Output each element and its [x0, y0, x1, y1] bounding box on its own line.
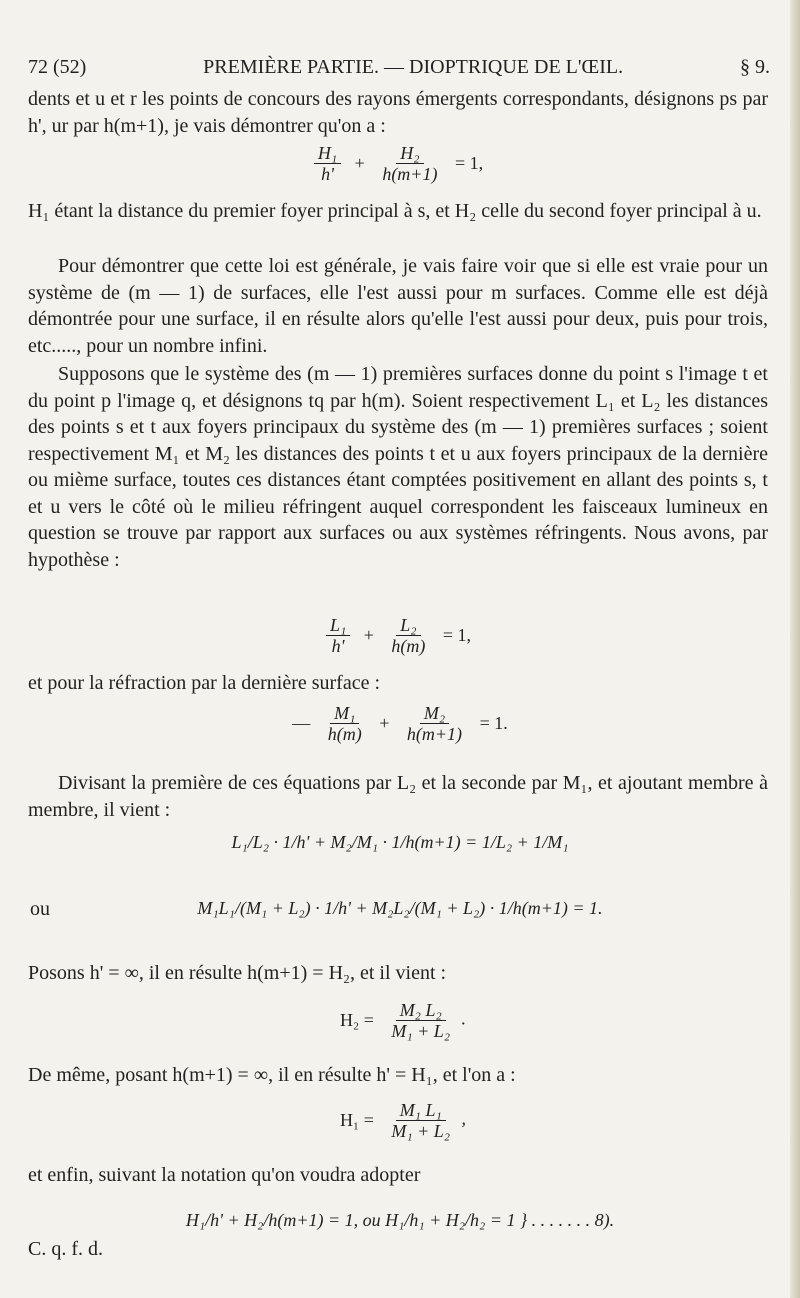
paragraph-4: Supposons que le système des (m — 1) premières surfaces donne du point s l'image t et du point p l'image q, et désignons tq par h(m). Soient respectivement L₁ et L₂ les distances des points s et t aux foyers principaux du système des (m — 1) premières surfaces ; soient respectivement M₁ et M₂ les distances des points t et u aux foyers principaux de la dernière ou mième surface, toutes ces distances étant comptées positivement en allant des points s, t et u vers le côté où le milieu réfringent auquel correspondent les faisceaux lumineux en question se trouve par rapport aux surfaces ou aux systèmes réfringents. Nous avons, par hypothèse : [28, 363, 768, 571]
eq2-a-num: L₁ [326, 615, 350, 636]
eq3-b-den: h(m+1) [406, 724, 463, 744]
paragraph-2: H₁ étant la distance du premier foyer principal à s, et H₂ celle du second foyer principal à u. [28, 200, 762, 222]
eq1-rhs: = 1, [454, 153, 484, 173]
eq1-b-num: H₂ [396, 143, 423, 164]
equation-7 [0, 1100, 800, 1141]
equation-2: $\frac{\text{L₁}}{h'}$ + $\frac{\text{L₂}}{h(m)}$ = 1, [0, 615, 800, 656]
eq2-rhs: = 1, [442, 625, 472, 645]
eq6-den: M₁ + L₂ [391, 1021, 451, 1041]
eq7-den: M₁ + L₂ [391, 1121, 451, 1141]
paragraph-7: Posons h' = ∞, il en résulte h(m+1) = H₂, et il vient : [28, 962, 447, 984]
ou-label: ou [30, 898, 50, 920]
eq7-lhs: H₁ = [339, 1110, 374, 1130]
section-mark: § 9. [739, 56, 770, 78]
eq2-b-num: L₂ [396, 615, 420, 636]
page-header [28, 56, 770, 79]
eq3-rhs: = 1. [479, 713, 508, 733]
paragraph-8: De même, posant h(m+1) = ∞, il en résulte h' = H₁, et l'on a : [28, 1064, 516, 1086]
eq1-a-num: H₁ [314, 143, 341, 164]
eq6-lhs: H₂ = [339, 1010, 374, 1030]
equation-6 [0, 1000, 800, 1041]
closing-qfd: C. q. f. d. [28, 1238, 103, 1260]
paragraph-9: et enfin, suivant la notation qu'on voudra adopter [28, 1164, 421, 1186]
eq2-b-den: h(m) [391, 636, 426, 656]
eq2-a-den: h' [331, 636, 345, 656]
page-number: 72 (52) [28, 56, 87, 78]
paragraph-3: Pour démontrer que cette loi est générale, je vais faire voir que si elle est vraie pour un système de (m — 1) de surfaces, elle l'est aussi pour m surfaces. Comme elle est déjà démontrée pour une surface, il en résulte alors qu'elle l'est aussi pour deux, puis pour trois, etc....., pour un nombre infini. [28, 255, 768, 357]
eq3-a-den: h(m) [327, 724, 362, 744]
equation-3: — $\frac{\text{M₁}}{h(m)}$ + $\frac{\text{M₂}}{h(m+1)}$ = 1. [292, 703, 508, 744]
eq3-b-num: M₂ [420, 703, 449, 724]
eq7-num: M₁ L₁ [396, 1100, 446, 1121]
equation-5: M₁L₁/(M₁ + L₂) · 1/h' + M₂L₂/(M₁ + L₂) · 1/h(m+1) = 1. [197, 898, 603, 918]
paragraph-6: Divisant la première de ces équations par L₂ et la seconde par M₁, et ajoutant membre à membre, il vient : [28, 772, 768, 821]
equation-8: H₁/h' + H₂/h(m+1) = 1, ou H₁/h₁ + H₂/h₂ = 1 } . . . . . . . 8). [185, 1210, 615, 1230]
running-title: PREMIÈRE PARTIE. — DIOPTRIQUE DE L'ŒIL. [203, 56, 624, 78]
eq6-num: M₂ L₂ [396, 1000, 446, 1021]
eq3-a-num: M₁ [330, 703, 359, 724]
paragraph-1: dents et u et r les points de concours des rayons émergents correspondants, désignons ps par h', ur par h(m+1), je vais démontrer qu'on a : [28, 88, 768, 137]
eq1-b-den: h(m+1) [382, 164, 438, 184]
equation-4: L₁/L₂ · 1/h' + M₂/M₁ · 1/h(m+1) = 1/L₂ + 1/M₁ [231, 832, 569, 852]
eq1-a-den: h' [321, 164, 334, 184]
eq7-end: , [461, 1108, 467, 1129]
eq6-end: . [461, 1008, 467, 1029]
paragraph-5: et pour la réfraction par la dernière surface : [28, 672, 381, 694]
equation-1: $\frac{\text{H₁}}{h'}$ + $\frac{\text{H₂}}{h(m+1)}$ = 1, [0, 143, 800, 184]
